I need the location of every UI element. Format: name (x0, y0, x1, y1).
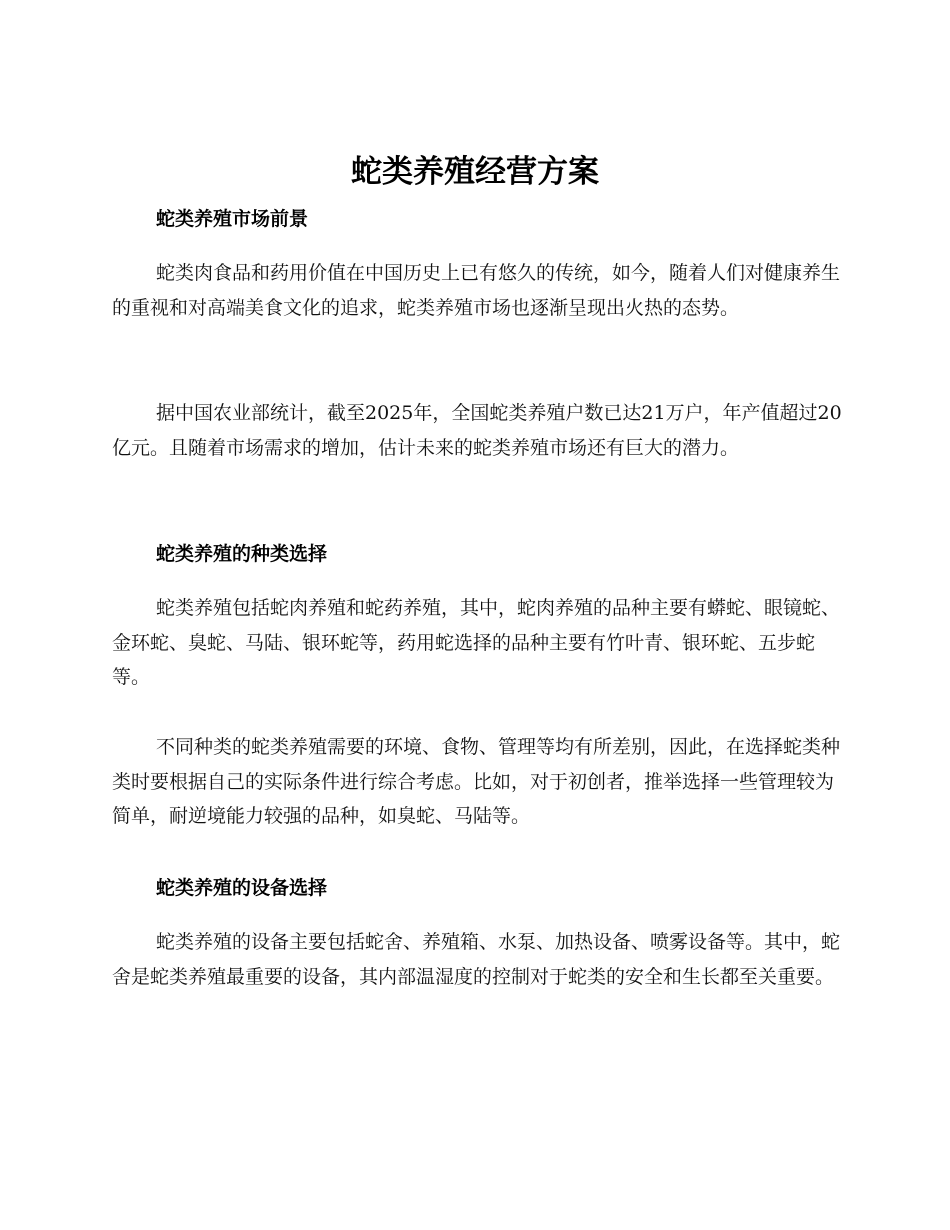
paragraph-species-selection-2: 不同种类的蛇类养殖需要的环境、食物、管理等均有所差别，因此，在选择蛇类种类时要根据自己的实际条件进行综合考虑。比如，对于初创者，推举选择一些管理较为简单，耐逆境能力较强的品种，如臭蛇、马陆等。 (112, 736, 841, 827)
document-title: 蛇类养殖经营方案 (351, 154, 599, 190)
paragraph-market-outlook-1: 蛇类肉食品和药用价值在中国历史上已有悠久的传统，如今，随着人们对健康养生的重视和对高端美食文化的追求，蛇类养殖市场也逐渐呈现出火热的态势。 (112, 262, 841, 319)
paragraph-equipment-selection-1: 蛇类养殖的设备主要包括蛇舍、养殖箱、水泵、加热设备、喷雾设备等。其中，蛇舍是蛇类养殖最重要的设备，其内部温湿度的控制对于蛇类的安全和生长都至关重要。 (112, 931, 841, 988)
paragraph-species-selection-1: 蛇类养殖包括蛇肉养殖和蛇药养殖，其中，蛇肉养殖的品种主要有蟒蛇、眼镜蛇、金环蛇、臭蛇、马陆、银环蛇等，药用蛇选择的品种主要有竹叶青、银环蛇、五步蛇等。 (112, 597, 841, 688)
section-heading-equipment-selection: 蛇类养殖的设备选择 (156, 877, 328, 899)
section-heading-market-outlook: 蛇类养殖市场前景 (156, 208, 309, 230)
section-heading-species-selection: 蛇类养殖的种类选择 (156, 543, 328, 565)
paragraph-market-outlook-2: 据中国农业部统计，截至2025年，全国蛇类养殖户数已达21万户，年产值超过20亿元。且随着市场需求的增加，估计未来的蛇类养殖市场还有巨大的潜力。 (112, 402, 842, 459)
